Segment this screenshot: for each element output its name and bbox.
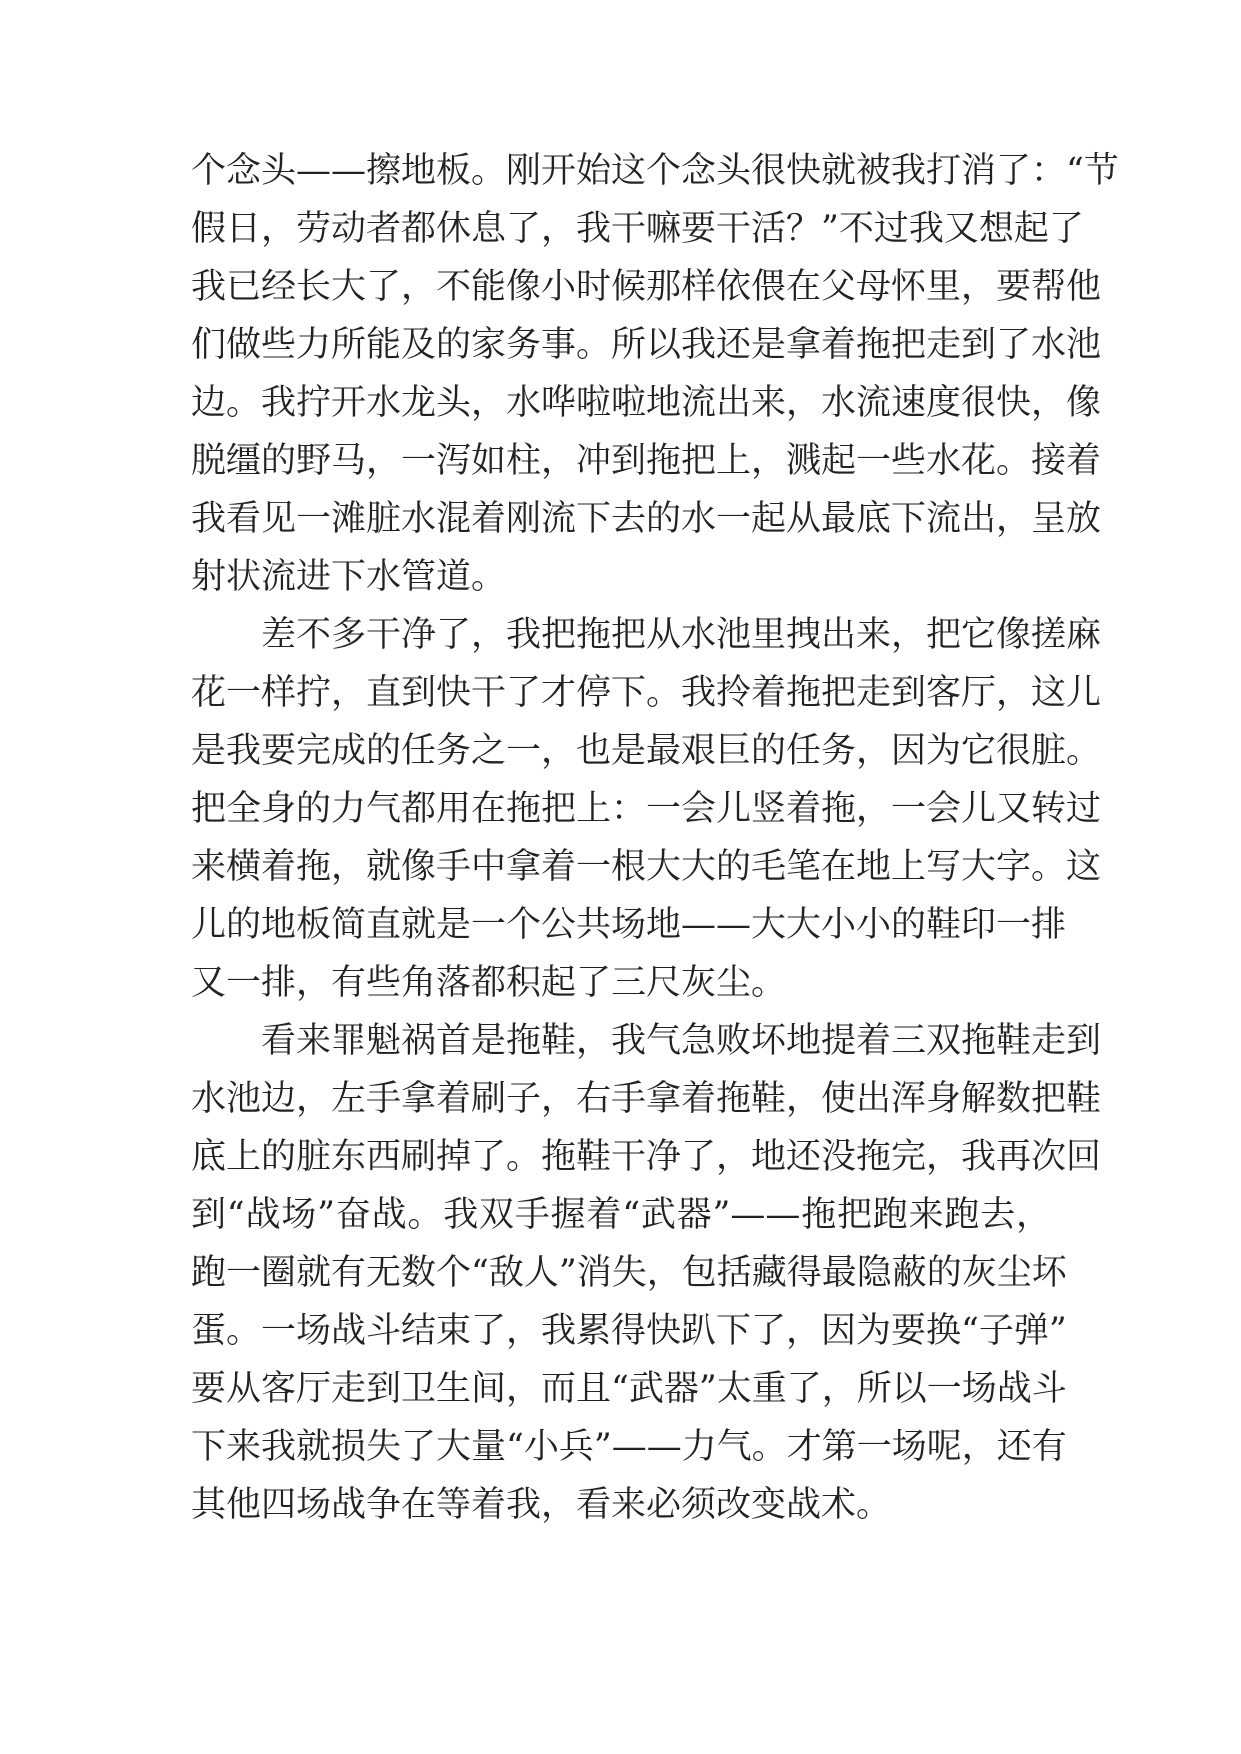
text-line: 花一样拧，直到快干了才停下。我拎着拖把走到客厅，这儿: [191, 673, 1102, 713]
text-line: 我看见一滩脏水混着刚流下去的水一起从最底下流出，呈放: [191, 499, 1102, 539]
text-line: 我已经长大了，不能像小时候那样依偎在父母怀里，要帮他: [191, 267, 1102, 307]
text-line: 是我要完成的任务之一，也是最艰巨的任务，因为它很脏。: [191, 731, 1102, 771]
text-line: 跑一圈就有无数个“敌人”消失，包括藏得最隐蔽的灰尘坏: [191, 1253, 1067, 1293]
text-line: 到“战场”奋战。我双手握着“武器”——拖把跑来跑去，: [191, 1195, 1051, 1235]
text-line: 下来我就损失了大量“小兵”——力气。才第一场呢，还有: [191, 1427, 1067, 1467]
text-line: 其他四场战争在等着我，看来必须改变战术。: [191, 1485, 892, 1525]
paragraph-1: [191, 142, 1119, 606]
text-line: 又一排，有些角落都积起了三尺灰尘。: [191, 963, 787, 1003]
text-line: 假日，劳动者都休息了，我干嘛要干活？”不过我又想起了: [191, 209, 1084, 249]
paragraph-2: [191, 606, 1102, 1012]
text-line: 底上的脏东西刷掉了。拖鞋干净了，地还没拖完，我再次回: [191, 1137, 1102, 1177]
text-line: 们做些力所能及的家务事。所以我还是拿着拖把走到了水池: [191, 325, 1102, 365]
text-line: 要从客厅走到卫生间，而且“武器”太重了，所以一场战斗: [191, 1369, 1067, 1409]
text-line: 看来罪魁祸首是拖鞋，我气急败坏地提着三双拖鞋走到: [261, 1021, 1102, 1061]
text-line: 个念头——擦地板。刚开始这个念头很快就被我打消了：“节: [191, 151, 1119, 191]
text-line: 边。我拧开水龙头，水哗啦啦地流出来，水流速度很快，像: [191, 383, 1102, 423]
text-line: 来横着拖，就像手中拿着一根大大的毛笔在地上写大字。这: [191, 847, 1102, 887]
text-line: 儿的地板简直就是一个公共场地——大大小小的鞋印一排: [191, 905, 1067, 945]
text-line: 水池边，左手拿着刷子，右手拿着拖鞋，使出浑身解数把鞋: [191, 1079, 1102, 1119]
text-line: 把全身的力气都用在拖把上：一会儿竖着拖，一会儿又转过: [191, 789, 1102, 829]
paragraph-3: [191, 1012, 1102, 1534]
body-text: [191, 142, 1119, 1534]
text-line: 差不多干净了，我把拖把从水池里拽出来，把它像搓麻: [261, 615, 1102, 655]
text-line: 蛋。一场战斗结束了，我累得快趴下了，因为要换“子弹”: [191, 1311, 1067, 1351]
text-line: 脱缰的野马，一泻如柱，冲到拖把上，溅起一些水花。接着: [191, 441, 1102, 481]
text-line: 射状流进下水管道。: [191, 557, 507, 597]
